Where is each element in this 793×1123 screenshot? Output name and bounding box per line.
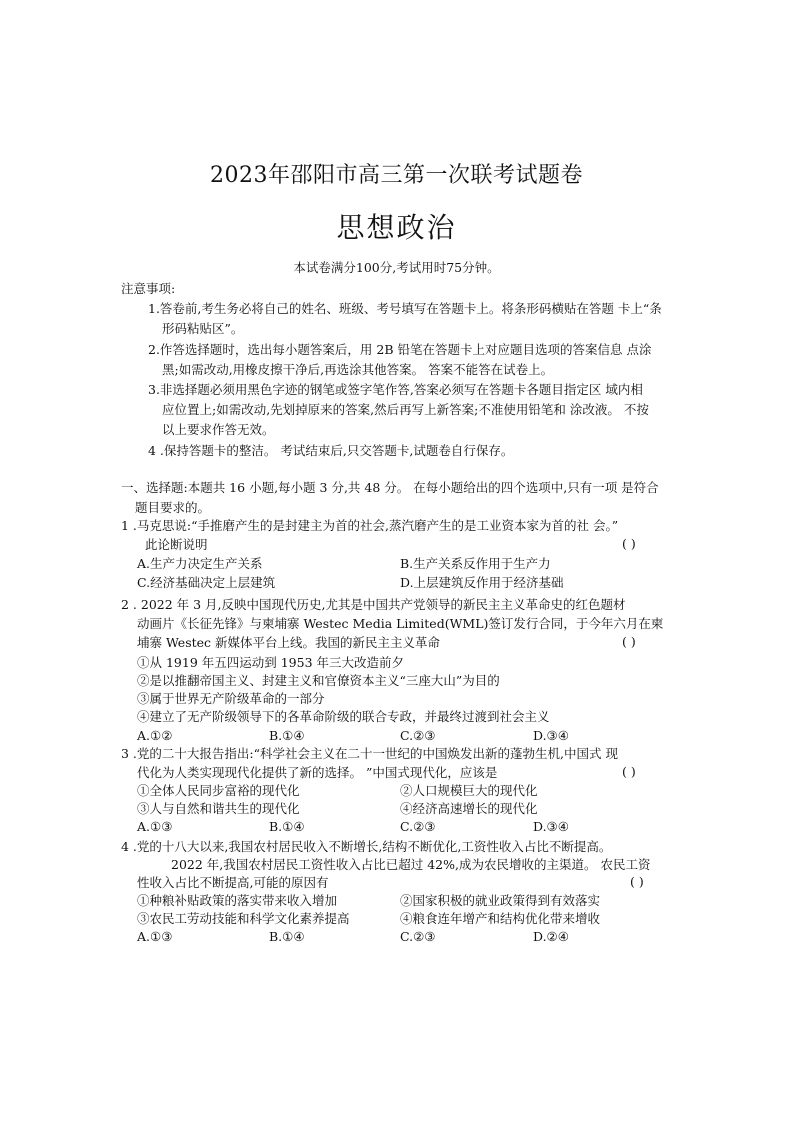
option-c: C.经济基础决定上层建筑	[137, 575, 276, 590]
answer-paren: ( )	[622, 764, 636, 779]
option-a: A.生产力决定生产关系	[137, 556, 263, 571]
question-1-stem-cont: 此论断说明	[145, 537, 208, 552]
note-line: 3.非选择题必须用黑色字迹的钢笔或签字笔作答,答案必须写在答题卡各题目指定区 域内相	[148, 382, 643, 397]
statement-4: ④粮食连年增产和结构优化带来增收	[400, 911, 601, 926]
option-a: A.①②	[137, 728, 173, 743]
option-c: C.②③	[400, 728, 436, 743]
question-1-stem: 1 .马克思说:“手推磨产生的是封建主为首的社会,蒸汽磨产生的是工业资本家为首的社 会。”	[121, 518, 619, 533]
option-b: B.①④	[269, 929, 305, 944]
note-line: 2.作答选择题时，选出每小题答案后，用 2B 铅笔在答题卡上对应题目选项的答案信息 点涂	[148, 342, 652, 357]
option-b: B.生产关系反作用于生产力	[400, 556, 551, 571]
option-c: C.②③	[400, 929, 436, 944]
question-4-stem: 4 .党的十八大以来,我国农村居民收入不断增长,结构不断优化,工资性收入占比不断提高。	[121, 839, 612, 854]
statement-1: ①种粮补贴政策的落实带来收入增加	[137, 893, 338, 908]
question-3-stem-cont: 代化为人类实现现代化提供了新的选择。 ”中国式现代化，应该是	[137, 765, 498, 780]
statement-2: ②人口规模巨大的现代化	[400, 783, 538, 798]
option-c: C.②③	[400, 819, 436, 834]
statement-1: ①全体人民同步富裕的现代化	[137, 783, 300, 798]
statement-3: ③人与自然和谐共生的现代化	[137, 801, 300, 816]
statement-2: ②国家积极的就业政策得到有效落实	[400, 893, 601, 908]
note-line: 4 .保持答题卡的整洁。 考试结束后,只交答题卡,试题卷自行保存。	[148, 443, 514, 458]
statement-1: ①从 1919 年五四运动到 1953 年三大改造前夕	[137, 655, 405, 670]
note-line: 黑;如需改动,用橡皮擦干净后,再选涂其他答案。 答案不能答在试卷上。	[162, 362, 554, 377]
note-line: 1.答卷前,考生务必将自己的姓名、班级、考号填写在答题卡上。将条形码横贴在答题 卡上“条	[148, 301, 662, 316]
option-a: A.①③	[137, 929, 173, 944]
note-line: 应位置上;如需改动,先划掉原来的答案,然后再写上新答案;不准使用铅笔和 涂改液。 不按	[162, 402, 649, 417]
answer-paren: ( )	[622, 536, 636, 551]
section-heading: 一、选择题:本题共 16 小题,每小题 3 分,共 48 分。 在每小题给出的四个选项中,只有一项 是符合	[121, 480, 659, 495]
option-a: A.①③	[137, 819, 173, 834]
option-d: D.上层建筑反作用于经济基础	[400, 575, 564, 590]
exam-info: 本试卷满分100分,考试用时75分钟。	[293, 260, 500, 275]
answer-paren: ( )	[622, 634, 636, 649]
note-line: 以上要求作答无效。	[162, 422, 275, 437]
option-b: B.①④	[269, 819, 305, 834]
question-4-stem-cont: 性收入占比不断提高,可能的原因有	[137, 875, 329, 890]
statement-2: ②是以推翻帝国主义、封建主义和官僚资本主义“三座大山”为目的	[137, 673, 500, 688]
statement-3: ③属于世界无产阶级革命的一部分	[137, 691, 325, 706]
option-d: D.③④	[533, 819, 569, 834]
question-3-stem: 3 .党的二十大报告指出:“科学社会主义在二十一世纪的中国焕发出新的蓬勃生机,中国式 现	[121, 746, 618, 761]
question-2-stem-cont: 埔寨 Westec 新媒体平台上线。我国的新民主主义革命	[137, 635, 441, 650]
statement-4: ④建立了无产阶级领导下的各革命阶级的联合专政，并最终过渡到社会主义	[137, 709, 550, 724]
exam-title: 2023年邵阳市高三第一次联考试题卷	[210, 163, 583, 188]
statement-3: ③农民工劳动技能和科学文化素养提高	[137, 911, 350, 926]
option-d: D.③④	[533, 728, 569, 743]
section-heading-cont: 题目要求的。	[135, 500, 211, 515]
question-4-stem-cont: 2022 年,我国农村居民工资性收入占比已超过 42%,成为农民增收的主渠道。 农民工资	[171, 857, 651, 872]
question-2-stem-cont: 动画片《长征先锋》与柬埔寨 Westec Media Limited(WML)签订发行合同，于今年六月在柬	[137, 616, 664, 631]
question-2-stem: 2 . 2022 年 3 月,反映中国现代历史,尤其是中国共产党领导的新民主主义革命史的红色题材	[121, 597, 626, 612]
note-line: 形码粘贴区”。	[162, 321, 244, 336]
statement-4: ④经济高速增长的现代化	[400, 801, 538, 816]
option-b: B.①④	[269, 728, 305, 743]
subject-title: 思想政治	[336, 211, 457, 244]
answer-paren: ( )	[630, 874, 644, 889]
notes-heading: 注意事项:	[121, 281, 176, 296]
option-d: D.②④	[533, 929, 569, 944]
